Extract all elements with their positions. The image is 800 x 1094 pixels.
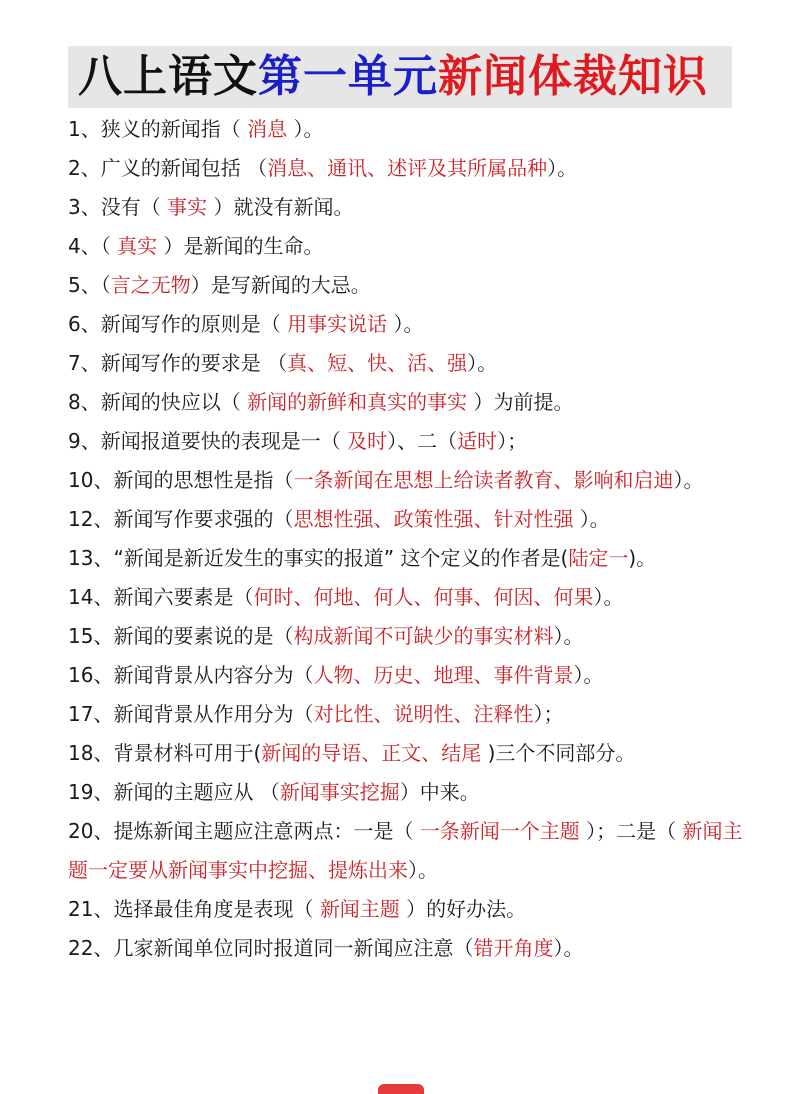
question-text: ）。 — [573, 663, 604, 687]
bottom-decoration — [378, 1084, 424, 1094]
list-item — [68, 266, 748, 305]
page-title — [78, 48, 708, 106]
answer-text: 新闻主题一定要从新闻事实中挖掘、提炼出来 — [68, 819, 743, 882]
title-part-grade: 八上语文 — [78, 51, 258, 102]
answer-text: 新闻事实挖掘 — [279, 780, 400, 804]
question-text: ）。 — [408, 858, 438, 882]
answer-text: 消息 — [247, 117, 288, 141]
question-text: 22、几家新闻单位同时报道同一新闻应注意（ — [68, 936, 474, 960]
answer-text: 新闻的新鲜和真实的事实 — [247, 390, 468, 414]
list-item — [68, 539, 748, 578]
question-text: 15、新闻的要素说的是（ — [68, 624, 294, 648]
answer-text: 用事实说话 — [287, 312, 388, 336]
question-text: ）； — [533, 702, 564, 726]
question-text: 21、选择最佳角度是表现（ — [68, 897, 320, 921]
question-text: ）。 — [593, 585, 624, 609]
question-text: 1、狭义的新闻指（ — [68, 117, 248, 141]
list-item — [68, 812, 748, 890]
question-text: ）； — [497, 429, 528, 453]
answer-text: 一条新闻在思想上给读者教育、影响和启迪 — [293, 468, 674, 492]
answer-text: 对比性、说明性、注释性 — [313, 702, 534, 726]
question-text: ）。 — [287, 117, 324, 141]
list-item — [68, 344, 748, 383]
list-item — [68, 578, 748, 617]
question-text: 19、新闻的主题应从 （ — [68, 780, 280, 804]
answer-text: 人物、历史、地理、事件背景 — [313, 663, 574, 687]
list-item — [68, 617, 748, 656]
question-text: ）。 — [673, 468, 704, 492]
question-text: 14、新闻六要素是（ — [68, 585, 254, 609]
list-item — [68, 149, 748, 188]
question-text: 9、新闻报道要快的表现是一（ — [68, 429, 348, 453]
title-part-unit: 第一单元 — [258, 51, 438, 102]
answer-text: 构成新闻不可缺少的事实材料 — [293, 624, 554, 648]
list-item — [68, 110, 748, 149]
list-item — [68, 383, 748, 422]
list-item — [68, 890, 748, 929]
question-text: 2、广义的新闻包括 （ — [68, 156, 268, 180]
list-item — [68, 422, 748, 461]
question-text: 16、新闻背景从内容分为（ — [68, 663, 314, 687]
question-text: ）。 — [387, 312, 424, 336]
answer-text: 言之无物 — [110, 273, 191, 297]
answer-text: 及时 — [347, 429, 388, 453]
list-item — [68, 773, 748, 812]
answer-text: 适时 — [457, 429, 498, 453]
answer-text: 何时、何地、何人、何事、何因、何果 — [253, 585, 594, 609]
question-text: 20、提炼新闻主题应注意两点：一是（ — [68, 819, 420, 843]
question-text: 10、新闻的思想性是指（ — [68, 468, 294, 492]
answer-text: 真、短、快、活、强 — [287, 351, 468, 375]
question-text: 8、新闻的快应以（ — [68, 390, 248, 414]
answer-text: 消息、通讯、述评及其所属品种 — [267, 156, 548, 180]
list-item — [68, 656, 748, 695]
question-text: 6、新闻写作的原则是（ — [68, 312, 288, 336]
question-text: 18、背景材料可用于( — [68, 741, 262, 765]
answer-text: 真实 — [117, 234, 158, 258]
question-text: ）中来。 — [399, 780, 480, 804]
answer-text: 陆定一 — [568, 546, 629, 570]
answer-text: 思想性强、政策性强、针对性强 — [293, 507, 574, 531]
question-text: ）、二（ — [387, 429, 458, 453]
list-item — [68, 188, 748, 227]
question-text: ）。 — [553, 624, 584, 648]
list-item — [68, 734, 748, 773]
question-text: 13、“新闻是新近发生的事实的报道” 这个定义的作者是( — [68, 546, 569, 570]
question-text: 12、新闻写作要求强的（ — [68, 507, 294, 531]
question-text: ）就没有新闻。 — [207, 195, 354, 219]
question-text: ）。 — [573, 507, 610, 531]
question-text: )三个不同部分。 — [481, 741, 636, 765]
list-item — [68, 500, 748, 539]
list-item — [68, 227, 748, 266]
question-text: ）是新闻的生命。 — [157, 234, 324, 258]
list-item — [68, 695, 748, 734]
question-text: ）；二是（ — [579, 819, 683, 843]
list-item — [68, 929, 748, 968]
answer-text: 新闻的导语、正文、结尾 — [261, 741, 482, 765]
title-part-topic: 新闻体裁知识 — [438, 51, 708, 102]
question-text: ）的好办法。 — [399, 897, 527, 921]
question-text: 7、新闻写作的要求是 （ — [68, 351, 288, 375]
answer-text: 一条新闻一个主题 — [419, 819, 580, 843]
answer-text: 错开角度 — [473, 936, 554, 960]
question-text: 4、（ — [68, 234, 118, 258]
knowledge-list — [68, 110, 748, 968]
question-text: 17、新闻背景从作用分为（ — [68, 702, 314, 726]
answer-text: 新闻主题 — [319, 897, 400, 921]
list-item — [68, 305, 748, 344]
question-text: )。 — [628, 546, 657, 570]
question-text: 3、没有（ — [68, 195, 168, 219]
question-text: ）为前提。 — [467, 390, 574, 414]
question-text: ）是写新闻的大忌。 — [190, 273, 371, 297]
question-text: ）。 — [547, 156, 578, 180]
question-text: ）。 — [553, 936, 584, 960]
question-text: 5、（ — [68, 273, 111, 297]
list-item — [68, 461, 748, 500]
question-text: ）。 — [467, 351, 498, 375]
answer-text: 事实 — [167, 195, 208, 219]
